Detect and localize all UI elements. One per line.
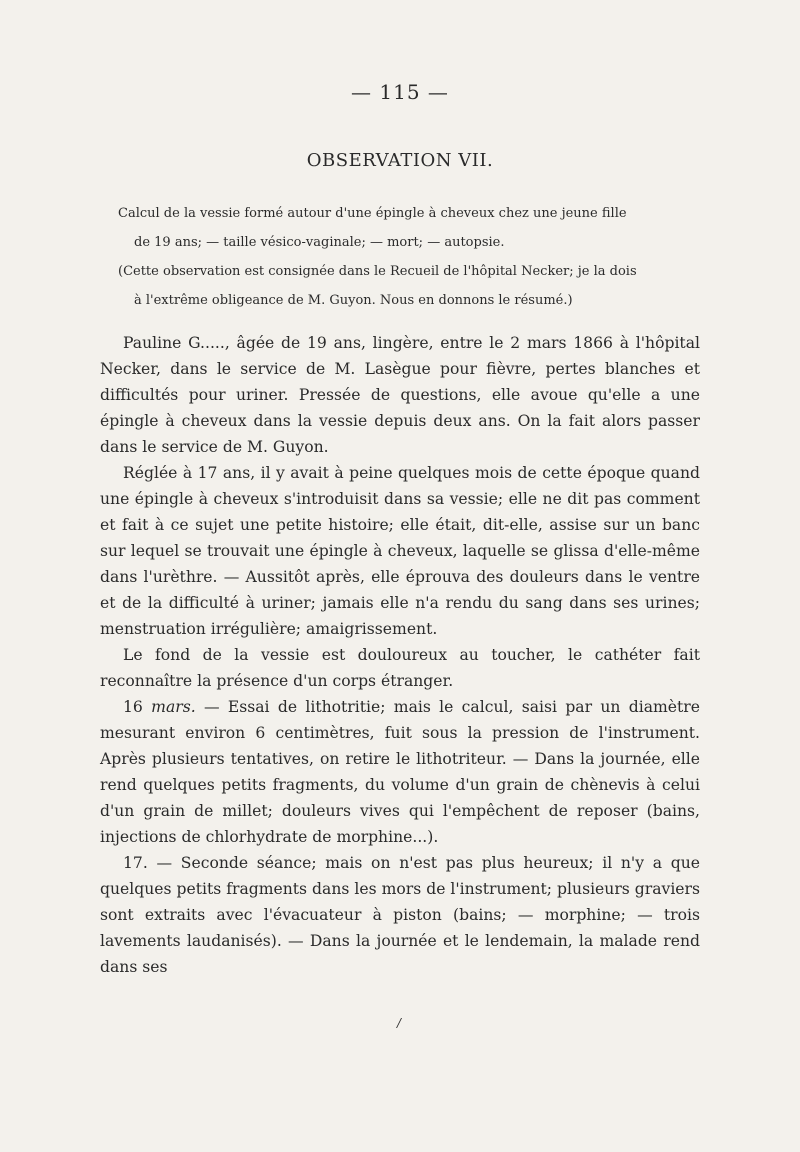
paragraph-admission: Pauline G....., âgée de 19 ans, lingère, entre le 2 mars 1866 à l'hôpital Necker, dans le service de M. Lasègue pour fièvre, pertes blanches et difficultés pour uriner. Pressée de questions, elle avoue qu'elle a une épingle à cheveux dans la vessie depuis deux ans. On la fait alors passer dans le service de M. Guyon.	[100, 334, 700, 456]
paragraph-history: Réglée à 17 ans, il y avait à peine quelques mois de cette époque quand une épingle à cheveux s'introduisit dans sa vessie; elle ne dit pas comment et fait à ce sujet une petite histoire; elle était, dit-elle, assise sur un banc sur lequel se trouvait une épingle à cheveux, laquelle se glissa d'elle-même dans l'urèthre. — Aussitôt après, elle éprouva des douleurs dans le ventre et de la difficulté à uriner; jamais elle n'a rendu du sang dans ses urines; menstruation irrégulière; amaigrissement.	[100, 464, 700, 638]
paragraph-march-17: 17. — Seconde séance; mais on n'est pas plus heureux; il n'y a que quelques petits fragments dans les mors de l'instrument; plusieurs graviers sont extraits avec l'évacuateur à piston (bains; — morphine; — trois lavements laudanisés). — Dans la journée et le lendemain, la malade rend dans ses	[100, 854, 700, 976]
observation-body	[100, 330, 700, 980]
source-note-line-1: (Cette observation est consignée dans le Recueil de l'hôpital Necker; je la dois	[118, 264, 637, 279]
paragraph-examination: Le fond de la vessie est douloureux au toucher, le cathéter fait reconnaître la présence d'un corps étranger.	[100, 646, 700, 690]
stray-ink-mark: /	[397, 1016, 402, 1030]
entry-day: 16	[123, 698, 143, 716]
paragraph-march-16	[100, 694, 700, 850]
observation-heading: OBSERVATION VII.	[306, 150, 494, 171]
entry-month: mars.	[151, 698, 196, 716]
source-note-line-2: à l'extrême obligeance de M. Guyon. Nous en donnons le résumé.)	[134, 293, 573, 308]
summary-line-1: Calcul de la vessie formé autour d'une épingle à cheveux chez une jeune fille	[118, 206, 627, 221]
case-summary	[100, 203, 700, 319]
summary-line-2: de 19 ans; — taille vésico-vaginale; — mort; — autopsie.	[134, 235, 505, 250]
page-number: — 115 —	[351, 80, 449, 104]
entry-text: — Essai de lithotritie; mais le calcul, saisi par un diamètre mesurant environ 6 centimètres, fuit sous la pression de l'instrument. Après plusieurs tentatives, on retire le lithotriteur. — Dans la journée, elle rend quelques petits fragments, du volume d'un grain de chènevis à celui d'un grain de millet; douleurs vives qui l'empêchent de reposer (bains, injections de chlorhydrate de morphine...).	[100, 698, 700, 846]
